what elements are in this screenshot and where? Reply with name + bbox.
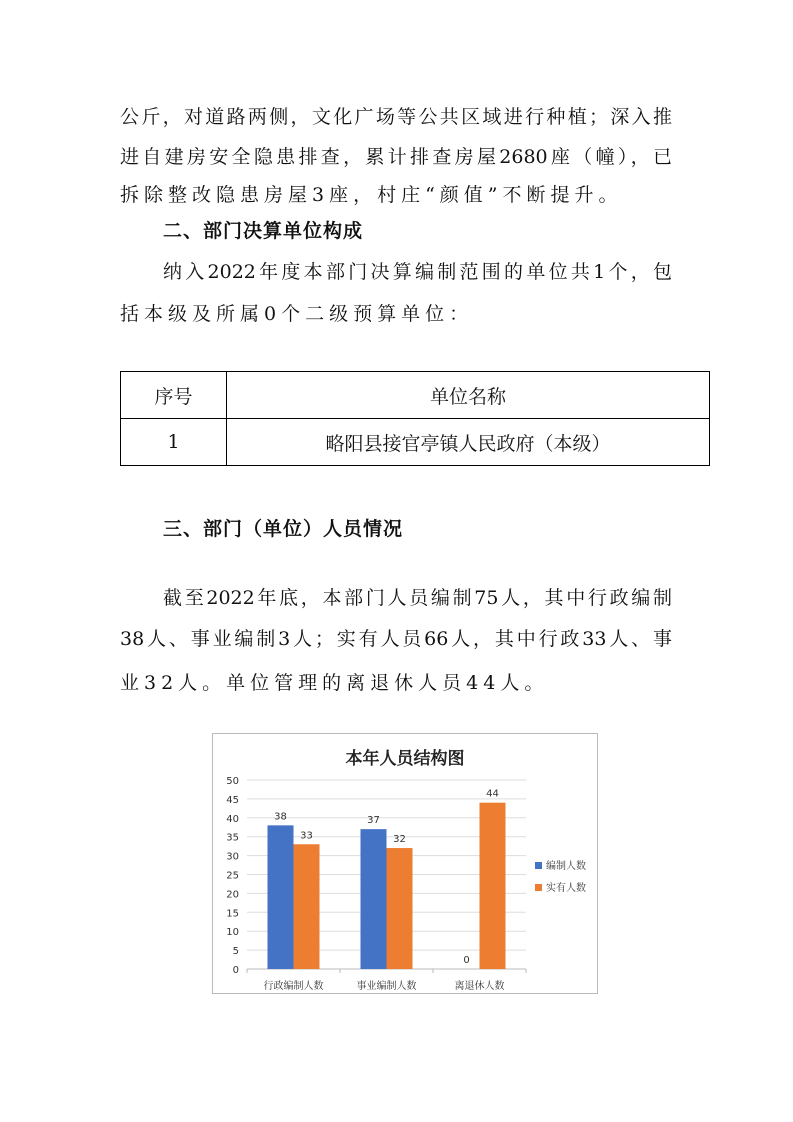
- legend-swatch: [535, 884, 542, 891]
- section-heading: 二、部门决算单位构成: [163, 220, 364, 242]
- x-tick-label: 行政编制人数: [263, 981, 324, 992]
- table-row: [121, 419, 710, 466]
- y-tick-label: 40: [226, 813, 239, 825]
- personnel-chart: [212, 733, 598, 994]
- paragraph-line: 括本级及所属0个二级预算单位：: [120, 303, 474, 325]
- y-tick-label: 25: [226, 870, 239, 882]
- bar-实有人数: [294, 844, 320, 969]
- y-tick-label: 50: [226, 776, 239, 787]
- y-tick-label: 0: [232, 965, 239, 976]
- y-tick-label: 5: [232, 946, 239, 958]
- paragraph-line: 38人、事业编制3人；实有人员66人，其中行政33人、事: [120, 628, 672, 650]
- unit-table: [120, 371, 710, 466]
- table-header: 单位名称: [227, 372, 710, 419]
- y-tick-label: 45: [226, 794, 239, 806]
- x-tick-label: 离退休人数: [454, 981, 505, 992]
- chart-title: 本年人员结构图: [345, 749, 465, 769]
- legend-swatch: [535, 862, 542, 869]
- data-label: 0: [463, 955, 470, 966]
- data-label: 37: [367, 815, 380, 827]
- paragraph-line: 公斤，对道路两侧，文化广场等公共区域进行种植；深入推: [120, 106, 672, 128]
- table-cell: 略阳县接官亭镇人民政府（本级）: [227, 419, 710, 466]
- y-tick-label: 10: [226, 927, 239, 939]
- table-header: 序号: [121, 372, 227, 419]
- bar-实有人数: [480, 803, 506, 969]
- paragraph-line: 截至2022年底，本部门人员编制75人，其中行政编制: [163, 587, 672, 609]
- table-cell: 1: [121, 419, 227, 466]
- data-label: 33: [300, 830, 313, 842]
- y-tick-label: 15: [226, 908, 239, 920]
- legend-label: 编制人数: [546, 861, 586, 872]
- paragraph-line: 纳入2022年度本部门决算编制范围的单位共1个，包: [163, 261, 672, 283]
- paragraph-line: 进自建房安全隐患排查，累计排查房屋2680座（幢），已: [120, 146, 672, 168]
- bar-编制人数: [361, 829, 387, 969]
- legend-label: 实有人数: [546, 883, 586, 894]
- y-tick-label: 35: [226, 832, 239, 844]
- data-label: 44: [486, 788, 499, 800]
- data-label: 32: [393, 834, 406, 846]
- section-heading: 三、部门（单位）人员情况: [163, 518, 404, 540]
- y-tick-label: 20: [226, 889, 239, 901]
- y-tick-label: 30: [226, 851, 239, 863]
- x-tick-label: 事业编制人数: [356, 981, 417, 992]
- paragraph-line: 拆除整改隐患房屋3座，村庄“颜值”不断提升。: [120, 184, 623, 206]
- bar-实有人数: [387, 848, 413, 969]
- bar-编制人数: [268, 825, 294, 969]
- paragraph-line: 业32人。单位管理的离退休人员44人。: [120, 672, 549, 694]
- data-label: 38: [274, 811, 287, 823]
